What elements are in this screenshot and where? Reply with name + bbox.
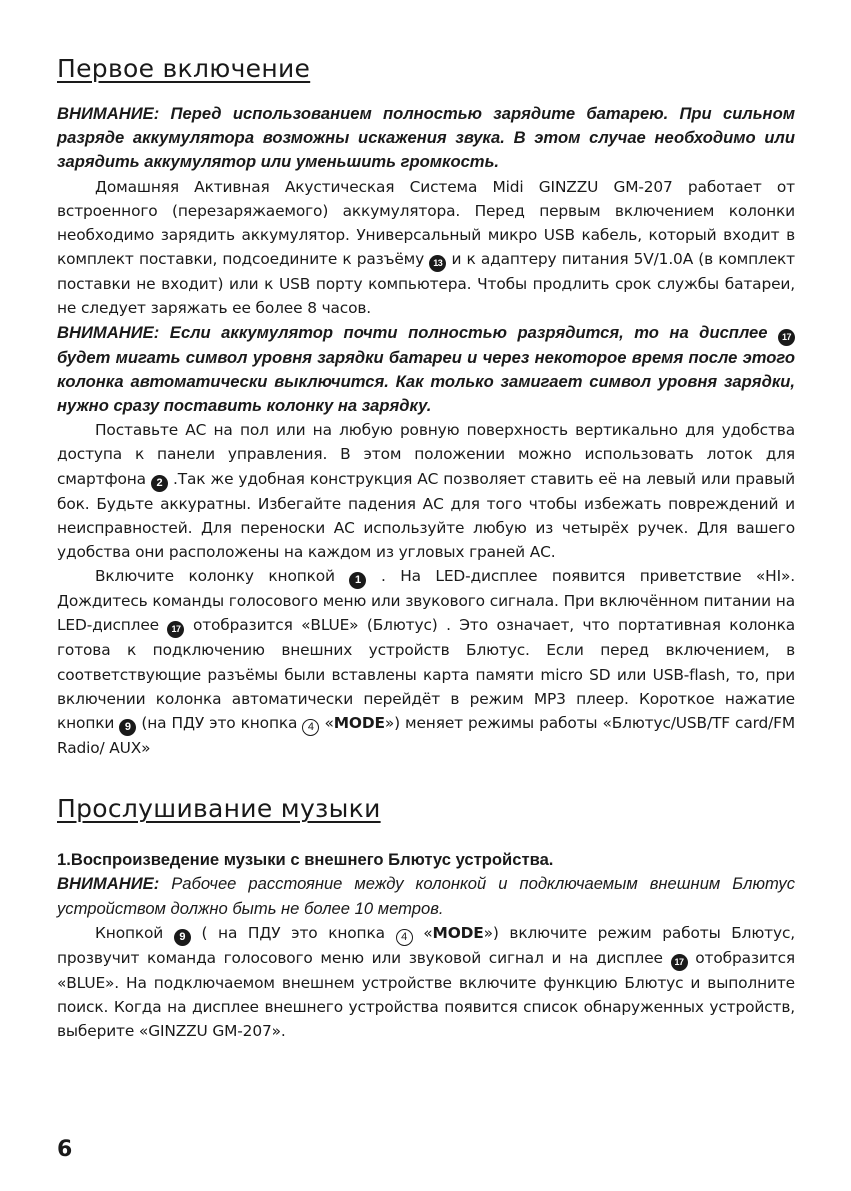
text-span: Домашняя Активная Акустическая Система Midi GINZZU GM-207 работает от встроенного (перезаряжаемого) аккумулятора. Перед первым включением колонки необходимо зарядить аккумулятор. Универсальный микро USB кабель, который входит в комплект поставки, подсоедините к разъёму <box>57 177 795 269</box>
remote-button-number-4: 4 <box>396 929 413 946</box>
paragraph-power-on <box>57 564 795 760</box>
mode-label: MODE <box>432 923 484 942</box>
page-content <box>57 52 795 1043</box>
section-title-first-power-on: Первое включение <box>57 54 311 83</box>
paragraph-bluetooth-pairing <box>57 921 795 1044</box>
text-span: ») включите режим работы Блютус, прозвучит команда голосового меню или звуковой сигнал и на дисплее <box>57 923 796 967</box>
text-span: ») меняет режимы работы «Блютус/USB/TF card/FM Radio/ AUX» <box>57 714 796 758</box>
page-number: 6 <box>57 1137 73 1162</box>
text-span: Рабочее расстояние между колонкой и подключаемым внешним Блютус устройством должно быть не более 10 метров. <box>57 874 795 918</box>
paragraph-battery <box>57 175 795 321</box>
text-span: (на ПДУ это кнопка <box>136 714 303 733</box>
callout-number-13: 13 <box>429 255 446 272</box>
callout-number-2: 2 <box>151 475 168 492</box>
text-span: .Так же удобная конструкция АС позволяет ставить её на левый или правый бок. Будьте аккуратны. Избегайте падения АС для того чтобы избежать повреждений и неисправностей. Для переноски АС используйте любую из четырёх ручек. Для вашего удобства они расположены на каждом из угловых граней АС. <box>57 469 796 562</box>
text-span: Поставьте АС на пол или на любую ровную поверхность вертикально для удобства доступа к панели управления. В этом положении можно использовать лоток для смартфона <box>57 421 795 488</box>
paragraph-placement <box>57 418 795 564</box>
text-span: и к адаптеру питания 5V/1.0A (в комплект поставки не входит) или к USB порту компьютера. Чтобы продлить срок службы батареи, не следует заряжать ее более 8 часов. <box>57 250 795 318</box>
warning-low-battery <box>57 321 795 419</box>
callout-number-17: 17 <box>167 621 184 638</box>
warning-battery-charge: ВНИМАНИЕ: Перед использованием полностью зарядите батарею. При сильном разряде аккумулятора возможны искажения звука. В этом случае необходимо или зарядить аккумулятор или уменьшить громкость. <box>57 104 795 172</box>
warning-label: ВНИМАНИЕ: <box>57 322 160 342</box>
text-span: . На LED-дисплее появится приветствие «HI». Дождитесь команды голосового меню или звукового сигнала. При включённом питании на LED-дисплее <box>57 567 796 635</box>
text-span: Если аккумулятор почти полностью разрядится, то на дисплее <box>159 322 778 342</box>
callout-number-1: 1 <box>349 572 366 589</box>
text-span: Включите колонку кнопкой <box>95 567 350 586</box>
text-span: « <box>412 923 433 942</box>
text-span: отобразится «BLUE» (Блютус) . Это означает, что портативная колонка готова к подключению внешних устройств Блютус. Если перед включением, в соответствующие разъёмы были вставлены карта памяти micro SD или USB-flash, то, при включении колонка автоматически перейдёт в режим MP3 плеер. Короткое нажатие кнопки <box>57 616 795 733</box>
callout-number-9: 9 <box>119 719 136 736</box>
section-title-music-listening: Прослушивание музыки <box>57 794 381 824</box>
subsection-title-bluetooth: 1.Воспроизведение музыки с внешнего Блютус устройства. <box>57 850 554 870</box>
warning-label: ВНИМАНИЕ: <box>57 874 160 894</box>
callout-number-9: 9 <box>174 929 191 946</box>
remote-button-number-4: 4 <box>302 719 319 736</box>
text-span: отобразится «BLUE». На подключаемом внешнем устройстве включите функцию Блютус и выполните поиск. Когда на дисплее внешнего устройства появится список обнаруженных устройств, выберите «GINZZU GM-207». <box>57 948 795 1041</box>
text-span: Кнопкой <box>95 923 174 942</box>
warning-distance <box>57 872 795 920</box>
mode-label: MODE <box>333 714 385 733</box>
text-span: « <box>319 714 334 733</box>
text-span: ( на ПДУ это кнопка <box>190 923 396 942</box>
callout-number-17: 17 <box>778 329 795 346</box>
text-span: будет мигать символ уровня зарядки батареи и через некоторое время после этого колонка автоматически выключится. Как только замигает символ уровня зарядки, нужно сразу поставить колонку на зарядку. <box>57 347 795 416</box>
callout-number-17: 17 <box>671 954 688 971</box>
